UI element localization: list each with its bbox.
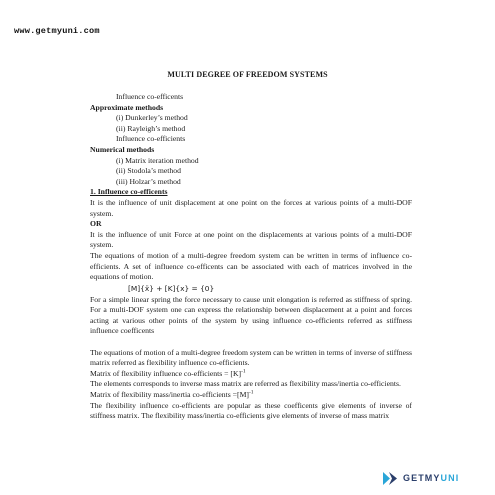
paragraph: The elements corresponds to inverse mass matrix are referred as flexibility mass/inertia co-efficients. (90, 379, 401, 389)
formula-text: Matrix of flexibility influence co-efficients = [K] (90, 368, 242, 378)
list-item: (iii) Holzar’s method (116, 176, 181, 186)
equation: [M]{ẍ} + [K]{x} = {0} (128, 283, 215, 293)
section-heading: Approximate methods (90, 102, 164, 112)
site-url: www.getmyuni.com (14, 26, 100, 36)
paragraph: The equations of motion of a multi-degree freedom system can be written in terms of influence co-efficients. A set of influence co-efficents can be associated with each of matrices involved in the equations of motion. (90, 250, 412, 282)
paragraph: It is the influence of unit Force at one point on the displacements at various points of a multi-DOF system. (90, 229, 412, 250)
logo-text-part2: UNI (440, 473, 460, 483)
logo-text-part1: GETMY (403, 473, 441, 483)
paragraph: The flexibility influence co-efficients are popular as these coefficents give elements of inverse of stiffness matrix. The flexibility mass/inertia co-efficients give elements of inverse of mass matrix (90, 400, 412, 421)
section-heading: 1. Influence co-efficents (90, 187, 168, 197)
paragraph (90, 369, 412, 380)
superscript: -1 (248, 389, 254, 396)
list-item: (i) Matrix iteration method (116, 155, 199, 165)
list-item: Influence co-efficients (116, 134, 186, 144)
list-item: (ii) Rayleigh’s method (116, 123, 186, 133)
list-item: (i) Dunkerley’s method (116, 113, 188, 123)
logo-text (403, 473, 459, 483)
paragraph: It is the influence of unit displacement at one point on the forces at various points of a multi-DOF system. (90, 197, 412, 218)
superscript: -1 (241, 368, 246, 375)
or-label: OR (90, 219, 102, 229)
list-item: (ii) Stodola’s method (116, 166, 181, 176)
spacer (90, 337, 412, 348)
paragraph: The equations of motion of a multi-degree freedom system can be written in terms of inverse of stiffness matrix referred as flexibility influence co-efficients. (90, 347, 412, 368)
text-line: Influence co-efficents (116, 92, 184, 101)
page-title: MULTI DEGREE OF FREEDOM SYSTEMS (167, 70, 328, 79)
paragraph (90, 390, 412, 401)
document-body (90, 92, 412, 422)
formula-text: Matrix of flexibility mass/inertia co-efficients =[M] (90, 390, 249, 400)
paragraph: For a simple linear spring the force necessary to cause unit elongation is referred as stiffness of spring. For a multi-DOF system one can express the relationship between displacement at a point and forces acting at various other points of the system by using influence co-efficients referred as stiffness influence coefficents (90, 294, 412, 336)
logo-mark-icon (383, 472, 398, 485)
section-heading: Numerical methods (90, 144, 155, 154)
getmyuni-logo (383, 471, 459, 485)
